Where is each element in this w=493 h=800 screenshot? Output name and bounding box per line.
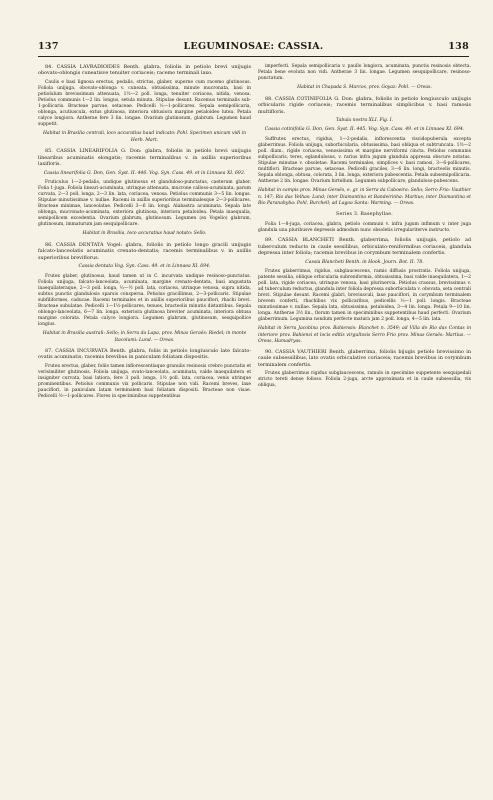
plate-reference: Tabula nostra XLI. Fig. I. xyxy=(336,117,393,123)
habitat-note: Habitat in Chapada S. Marcos, prov. Goyaz: Pohl. — Oreas. xyxy=(297,85,432,91)
page-number-left: 137 xyxy=(38,41,59,52)
running-title: LEGUMINOSAE: CASSIA. xyxy=(183,41,324,52)
species-description: Caulis e basi lignosa erectus, pedalis, strictus, glaber, superne cum racemo glutinosus. Foliola unijuga, obovato-oblonga v. cuneata, obtusissima, minute mucronata, basi in petiolulum brevissimum attenuata, 1½—2 poll. longa, tenuiter coriacea, nitida, venosa. Petiolus communis 1—2 lin. longus, setula minuta. Stipulae desunt. Racemus terminalis sub-1-pollicaris. Bracteae parvae, setaceae. Pedicelli ⅓—1-pollicares. Sepala semipollicaria, oblonga, acutiuscula, extus glutinosa, interiora obtusiora margine petaloideo lutea. Petala calyce longiora. Antherae fere 3 lin. longae. Ovarium glutinosum, glabrum. Legumen haud suppetit. xyxy=(38,79,251,128)
species-description: Frutex erectus, glaber, foliis tamen inflorescentiaque granulis resinosis crebro punctatis et verisimiliter glutinosis. Foliola unijuga, ovato-lanceolata, acuminata, valde inaequilatera et insigniter curvata, basi latiora, fere 3 poll. longa, 1½ poll. lata, coriacea, venis utrinque prominentibus. Petiolus communis vix pollicaris. Stipulae non vidi. Racemi breves, laxe pauciflori, in paniculam latam terminalem basi foliatam dispositi. Bracteae non visae. Pedicelli ½—1-pollicares. Flores in speciminibus suppetentibus xyxy=(38,363,251,400)
page-header xyxy=(38,41,469,55)
species-heading: 85. CASSIA LINEARIFOLIA G. Don: glabra, foliolis in petiolo brevi unijugis linearibus acuminatis elongatis; racemis terminalibus v. in axillis superioribus laxifloris. xyxy=(38,148,251,168)
habitat-note: Habitat in Brasilia australi: Sello; in Serra da Lapa, prov. Minas Geraës: Riedel; in monte Itacolumi: Lund. — Oreas. xyxy=(42,331,247,343)
species-heading: 89. CASSIA BLANCHETI Benth. glaberrima, foliolis unijugis, petiolo ad tuberculum reducto in caule sessilibus, orbiculato-reniformibus coriaceis, glandula depressa inter foliola; racemis brevibus in corymbum terminalem confertis. xyxy=(258,237,471,257)
series-heading: Series 3. Basephyllae. xyxy=(336,211,393,217)
synonymy-citation: Cassia dentata Vog. Syn. Cass. 49. et in Linnaea XI. 694. xyxy=(78,264,211,270)
left-column xyxy=(38,64,251,403)
species-description: Folia 1—8-juga, coriacea, glabra, petiolo communi v. infra jugum infimum v. inter juga glandula una pluribusve depressis admodum nunc obsoletis irregulariterve instructo. xyxy=(258,222,471,234)
habitat-note: Habitat in Serra Jacobina prov. Bahiensis: Blanchet n. 3549; ad Villa do Rio das Contas in interiore prov. Bahiensi et locis editis virgultosis Serro Frio prov. Minas Geraës: Martius. — Oreas, Hamadryas. xyxy=(258,326,471,345)
synonymy-citation: Cassia cotinifolia G. Don, Gen. Syst. II. 445. Vog. Syn. Cass. 49. et in Linnaea XI. 694. xyxy=(264,127,465,133)
right-column xyxy=(258,64,471,392)
species-description: imperfecti. Sepala semipollicaria v. paullo longiora, acuminata, punctis resinosis obtecta. Petala bene evoluta non vidi. Antherae 3 lin. longae. Legumen sesquipollicare, resinoso-punctatum. xyxy=(258,64,471,82)
habitat-note: Habitat in Brasilia, loco accuratius haud notato: Sello. xyxy=(82,231,207,237)
synonymy-citation: Cassia Blancheti Benth. in Hook. Journ. Bot. II. 78. xyxy=(305,259,424,265)
species-description: Frutex glaberrimus rigidus subglaucescens, ramulo in specimine suppetente sesquipedali stricto tereti dense folioso. Foliola 2-juga, arcte approximata et in caule subsessilia, vix obliqua, xyxy=(258,371,471,389)
species-description: Frutex glaberrimus, rigidus, subglaucescens, ramis diffusis prostratis. Foliola unijuga, patente sessilia, oblique orbicularia subreniformia, obtusissima, basi valde inaequilatera, 1—2 poll. lata, rigide coriacea, utrinque venosa, basi plurinervia. Petiolus crassus, brevissimus v. ad tuberculum reductus, glandula inter foliola depressa suborbiculata v. obovata, seta centrali brevi. Stipulae desunt. Racemi glabri, breviusculi, laxe pauciflori, in corymbum terminalem brevem conferti, rhachibus vix pollicaribus, pedicellis ⅓—1 poll. longis. Bracteae minutissimae v. nullae. Sepala lata, obtusissima, petaloidea, 3—4 lin. longa. Petala 9—10 lin. longa. Antherae 3½ lin., florum tamen in speciminibus suppetentibus haud perfecti. Ovarium glaberrimum. Legumina nondum perfecte matura jam 2 poll. longa, 4—5 lin. lata. xyxy=(258,268,471,323)
habitat-note: Habitat in campis prov. Minas Geraës, e. gr. in Serra da Caboeira: Sello; Serro Frio: Vauthier n. 147; Rio das Velhas: Lund; inter Diamantina et Bandeirinha: Martius; inter Diamantina et Rio Paranahyba: Pohl, Burchell; ad Lagoa Santa: Warming. — Oreas. xyxy=(258,188,471,207)
species-heading: 87. CASSIA INCURVATA Benth. glabra, foliis in petiolo longiusculo late falcato-ovatis acuminatis; racemis brevibus in paniculam foliatam dispositis. xyxy=(38,347,251,361)
synonymy-citation: Cassia linearifolia G. Don, Gen. Syst. II. 446. Vog. Syn. Cass. 49. et in Linnaea XI. 693. xyxy=(43,170,246,176)
page-number-right: 138 xyxy=(448,41,469,52)
header-rule xyxy=(38,56,469,57)
habitat-note: Habitat in Brasilia centrali, loco accuratius haud indicato: Pohl. Specimen unicum vidi in Herb. Mart. xyxy=(42,131,247,143)
species-heading: 84. CASSIA LAVRADIOIDES Benth. glabra, foliolis in petiolo brevi unijugis obovato-oblongis cuneatisve tenuiter coriaceis; racemo terminali laxo. xyxy=(38,64,251,77)
species-description: Frutex glaber, glutinosus, haud tamen ut in C. incurvata undique resinoso-punctatus. Foliola unijuga, falcato-lanceolata, acuminata, margine crenato-dentata, basi angustata inaequilateraque, 2—3 poll. longa, ⅓—½ poll. lata, coriacea, utrinque venosa, supra nitida, subtus punctis glandulosis sparsis conspersa. Petiolus gracillimus, 2—3-pollicaris. Stipulae subfiliformes, caducae. Racemi terminales et in axillis superioribus pauciflori, rhachi brevi. Bracteae subulatae. Pedicelli 1—1½-pollicares, tenues, bracteolis minutis distantibus. Sepala oblongo-lanceolata, 6—7 lin. longa, exteriora glutinosa breviter acuminata, interiora obtusa margine colorata. Petala calyce longiora. Legumen glabrum, glutinosum, sesquipollice longius. xyxy=(38,273,251,328)
species-heading: 90. CASSIA VAUTHIERI Benth. glaberrima, foliolis bijugis petiolo brevissimo in caule subsessilibus, lato ovatis orbiculative coriaceis; racemis brevibus in corymbum terminalem confertis. xyxy=(258,348,471,368)
species-description: Fruticulus 1—2-pedalis, undique glutinosus et glanduloso-punctatus, caeterum glaber. Folia 1-juga. Foliola lineari-acuminata, utrinque attenuata, mucrone calloso-acuminata, parum curvata, 2—3 poll. longa, 2—3 lin. lata, coriacea, venosa. Petiolus communis 3—5 lin. longus. Stipulae minutissimae v. nullae. Racemi in axillis superioribus terminalesque 2—3-pollicares. Bracteae minimae, lanceolatae. Pedicelli 3—6 lin. longi. Alabastra acuminata. Sepala late oblonga, mucronato-acuminata, exteriora glutinosa, interiora petaloidea. Petala inaequalia, semipollicem excedentia. Ovarium glabrum, glutinosum. Legumen (ex Vogelio) glabrum, glutinosum, immaturum jam sesquipollicare. xyxy=(38,180,251,228)
species-heading: 88. CASSIA COTINIFOLIA G. Don: glabra, foliolis in petiolo longiusculo unijugis orbicularis rigide coriaceis; racemis terminalibus simplicibus v. basi ramosis multifloris. xyxy=(258,95,471,115)
species-description: Suffrutex erectus, rigidus, 1—2-pedalis, inflorescentia viscidopuberula excepta glaberrimus. Foliola unijuga, suborbicularia, obtusissima, basi obliqua et subtruncata. 1½—2 poll. diam., rigide coriacea, venosissima et margine nerviformi cincta. Petiolus communis subpollicaris, teres, eglandulosus, v. rarius infra jugum glandula appressa obscure notatus. Stipulae minutae v. obsoletae. Racemi terminales, simplices v. basi ramosi, 3—6-pollicares, multiflori. Bracteae parvae, setaceae. Pedicelli graciles, 3—6 lin. longi, bracteolis minutis. Sepala oblonga, obtusa, colorata, 3 lin. longa, exteriora pubescentia. Petala subsemipollicaria. Antherae 2 lin. longae. Ovarium hirtellum. Legumen subpollicare, glanduloso-pubescens. xyxy=(258,136,471,185)
species-heading: 86. CASSIA DENTATA Vogel: glabra, foliolis in petiolo longo gracili unijugis falcato-lanceolatis acuminatis crenato-dentatis; racemis terminalibus v. in axillis superioribus breviflorus. xyxy=(38,241,251,261)
